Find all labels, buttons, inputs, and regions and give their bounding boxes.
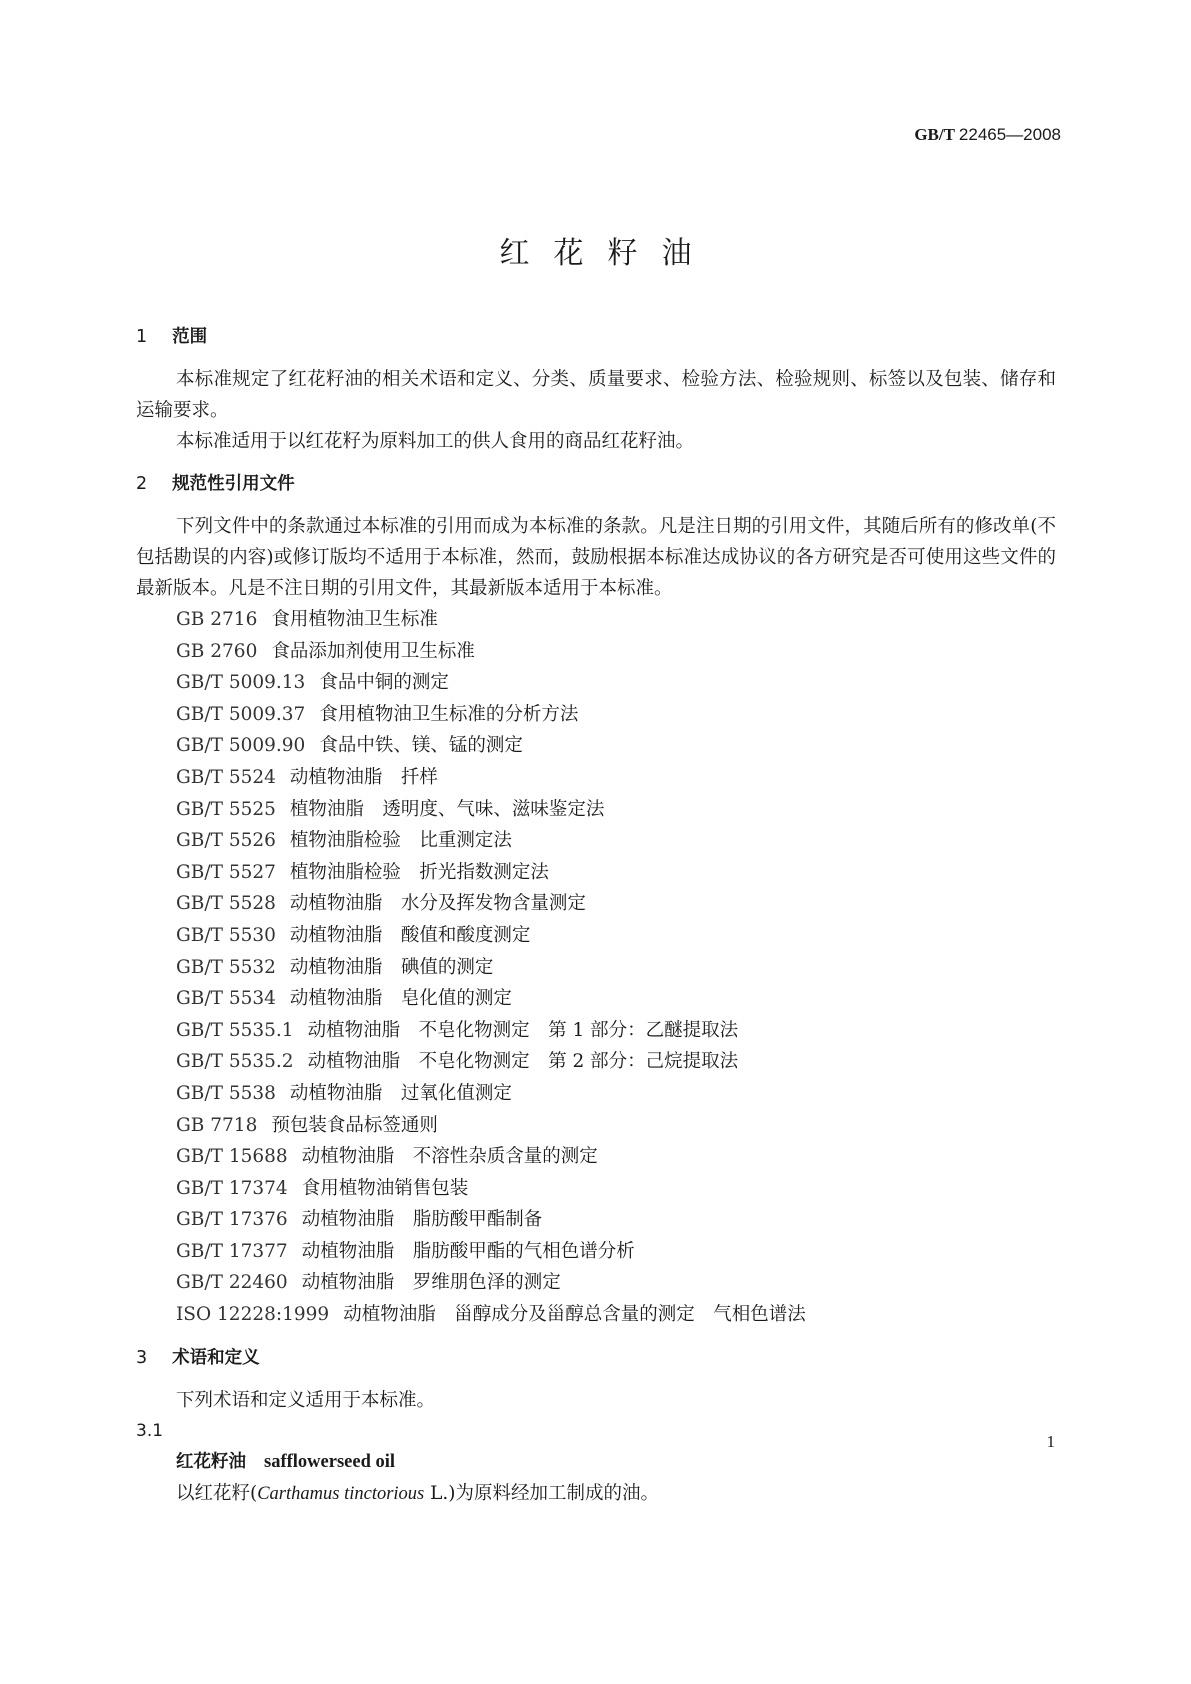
reference-item bbox=[176, 794, 1056, 826]
reference-item bbox=[176, 1236, 1056, 1268]
reference-code: GB/T 5524 bbox=[176, 766, 276, 788]
term-entry bbox=[176, 1446, 1056, 1478]
reference-code: GB/T 5009.37 bbox=[176, 703, 306, 725]
reference-code: GB/T 5534 bbox=[176, 988, 276, 1010]
section-title: 范围 bbox=[172, 327, 208, 347]
reference-item bbox=[176, 1046, 1056, 1078]
term-definition bbox=[176, 1478, 1056, 1510]
reference-code: GB/T 5009.90 bbox=[176, 735, 306, 757]
reference-title: 动植物油脂 扦样 bbox=[289, 766, 438, 788]
reference-code: GB/T 5526 bbox=[176, 830, 276, 852]
scope-paragraph: 本标准适用于以红花籽为原料加工的供人食用的商品红花籽油。 bbox=[176, 431, 695, 452]
reference-item bbox=[176, 762, 1056, 794]
reference-title: 食用植物油卫生标准 bbox=[271, 609, 438, 630]
reference-code: GB/T 17376 bbox=[176, 1209, 288, 1231]
reference-item bbox=[176, 730, 1056, 762]
reference-title: 动植物油脂 酸值和酸度测定 bbox=[289, 924, 531, 946]
reference-code: GB/T 5525 bbox=[176, 798, 276, 820]
reference-item bbox=[176, 1078, 1056, 1110]
reference-code: ISO 12228:1999 bbox=[176, 1304, 330, 1326]
reference-item bbox=[176, 604, 1056, 636]
reference-item bbox=[176, 1267, 1056, 1299]
reference-code: GB/T 17374 bbox=[176, 1177, 288, 1199]
section-number: 3 bbox=[136, 1347, 148, 1368]
section-title: 规范性引用文件 bbox=[172, 474, 295, 494]
document-title: 红花籽油 bbox=[499, 236, 716, 271]
reference-code: GB/T 5009.13 bbox=[176, 672, 306, 694]
reference-code: GB/T 5527 bbox=[176, 861, 276, 883]
reference-code: GB/T 15688 bbox=[176, 1146, 288, 1168]
document-body bbox=[136, 322, 1056, 1510]
normative-refs-intro: 下列文件中的条款通过本标准的引用而成为本标准的条款。凡是注日期的引用文件，其随后所有的修改单(不包括勘误的内容)或修订版均不适用于本标准，然而，鼓励根据本标准达成协议的各方研究是否可使用这些文件的最新版本。凡是不注日期的引用文件，其最新版本适用于本标准。 bbox=[136, 516, 1056, 599]
reference-item bbox=[176, 1204, 1056, 1236]
reference-title: 动植物油脂 不皂化物测定 第 1 部分：乙醚提取法 bbox=[307, 1019, 739, 1041]
reference-title: 动植物油脂 甾醇成分及甾醇总含量的测定 气相色谱法 bbox=[343, 1304, 806, 1326]
reference-item bbox=[176, 667, 1056, 699]
reference-item bbox=[176, 952, 1056, 984]
reference-item bbox=[176, 825, 1056, 857]
section-number: 2 bbox=[136, 474, 148, 494]
section-heading-scope bbox=[136, 322, 1056, 352]
reference-item bbox=[176, 1110, 1056, 1142]
section-number: 1 bbox=[136, 327, 148, 347]
reference-code: GB/T 5528 bbox=[176, 893, 276, 915]
definition-text-before: 以红花籽( bbox=[176, 1482, 258, 1504]
reference-list bbox=[136, 604, 1056, 1331]
reference-title: 动植物油脂 不溶性杂质含量的测定 bbox=[301, 1146, 598, 1168]
reference-code: GB 2760 bbox=[176, 640, 258, 662]
page-number: 1 bbox=[1046, 1432, 1055, 1451]
reference-title: 动植物油脂 水分及挥发物含量测定 bbox=[289, 893, 586, 915]
reference-item bbox=[176, 1141, 1056, 1173]
scope-paragraph: 本标准规定了红花籽油的相关术语和定义、分类、质量要求、检验方法、检验规则、标签以及包装、储存和运输要求。 bbox=[136, 369, 1056, 421]
standard-code bbox=[914, 125, 1061, 145]
reference-code: GB/T 17377 bbox=[176, 1240, 288, 1262]
term-number: 3.1 bbox=[136, 1420, 164, 1441]
reference-item bbox=[176, 699, 1056, 731]
reference-title: 预包装食品标签通则 bbox=[271, 1114, 438, 1136]
reference-item bbox=[176, 920, 1056, 952]
reference-title: 动植物油脂 罗维朋色泽的测定 bbox=[301, 1272, 561, 1294]
reference-title: 动植物油脂 碘值的测定 bbox=[289, 956, 494, 978]
reference-title: 植物油脂检验 折光指数测定法 bbox=[289, 861, 549, 883]
definition-text-after: L.)为原料经加工制成的油。 bbox=[424, 1482, 660, 1504]
reference-item bbox=[176, 1173, 1056, 1205]
section-title: 术语和定义 bbox=[172, 1347, 260, 1368]
section-heading-terms bbox=[136, 1343, 1056, 1373]
standard-prefix: GB/T bbox=[914, 125, 955, 144]
reference-title: 动植物油脂 不皂化物测定 第 2 部分：己烷提取法 bbox=[307, 1051, 739, 1073]
section-heading-normative-refs bbox=[136, 469, 1056, 499]
reference-item bbox=[176, 857, 1056, 889]
reference-code: GB/T 5535.2 bbox=[176, 1051, 294, 1073]
reference-title: 动植物油脂 皂化值的测定 bbox=[289, 988, 512, 1010]
reference-title: 食品添加剂使用卫生标准 bbox=[271, 640, 475, 662]
reference-item bbox=[176, 888, 1056, 920]
reference-title: 动植物油脂 脂肪酸甲酯的气相色谱分析 bbox=[301, 1240, 635, 1262]
reference-title: 植物油脂检验 比重测定法 bbox=[289, 830, 512, 852]
term-english: safflowerseed oil bbox=[264, 1451, 396, 1472]
term-chinese: 红花籽油 bbox=[176, 1451, 246, 1472]
reference-code: GB/T 5538 bbox=[176, 1082, 276, 1104]
terms-intro: 下列术语和定义适用于本标准。 bbox=[176, 1389, 436, 1411]
reference-code: GB/T 5535.1 bbox=[176, 1019, 294, 1041]
reference-code: GB 7718 bbox=[176, 1114, 258, 1136]
reference-item bbox=[176, 1015, 1056, 1047]
reference-item bbox=[176, 983, 1056, 1015]
reference-code: GB/T 22460 bbox=[176, 1272, 288, 1294]
reference-title: 动植物油脂 脂肪酸甲酯制备 bbox=[301, 1209, 543, 1231]
reference-item bbox=[176, 1299, 1056, 1331]
reference-title: 植物油脂 透明度、气味、滋味鉴定法 bbox=[289, 798, 605, 820]
standard-number: 22465—2008 bbox=[958, 125, 1061, 144]
reference-title: 食用植物油卫生标准的分析方法 bbox=[319, 703, 579, 725]
reference-code: GB/T 5532 bbox=[176, 956, 276, 978]
definition-latin-name: Carthamus tinctorious bbox=[257, 1483, 425, 1504]
reference-item bbox=[176, 636, 1056, 668]
reference-title: 食用植物油销售包装 bbox=[301, 1177, 469, 1199]
reference-title: 食品中铜的测定 bbox=[319, 672, 449, 694]
reference-code: GB 2716 bbox=[176, 609, 258, 630]
reference-code: GB/T 5530 bbox=[176, 924, 276, 946]
reference-title: 动植物油脂 过氧化值测定 bbox=[289, 1082, 512, 1104]
reference-title: 食品中铁、镁、锰的测定 bbox=[319, 735, 523, 757]
